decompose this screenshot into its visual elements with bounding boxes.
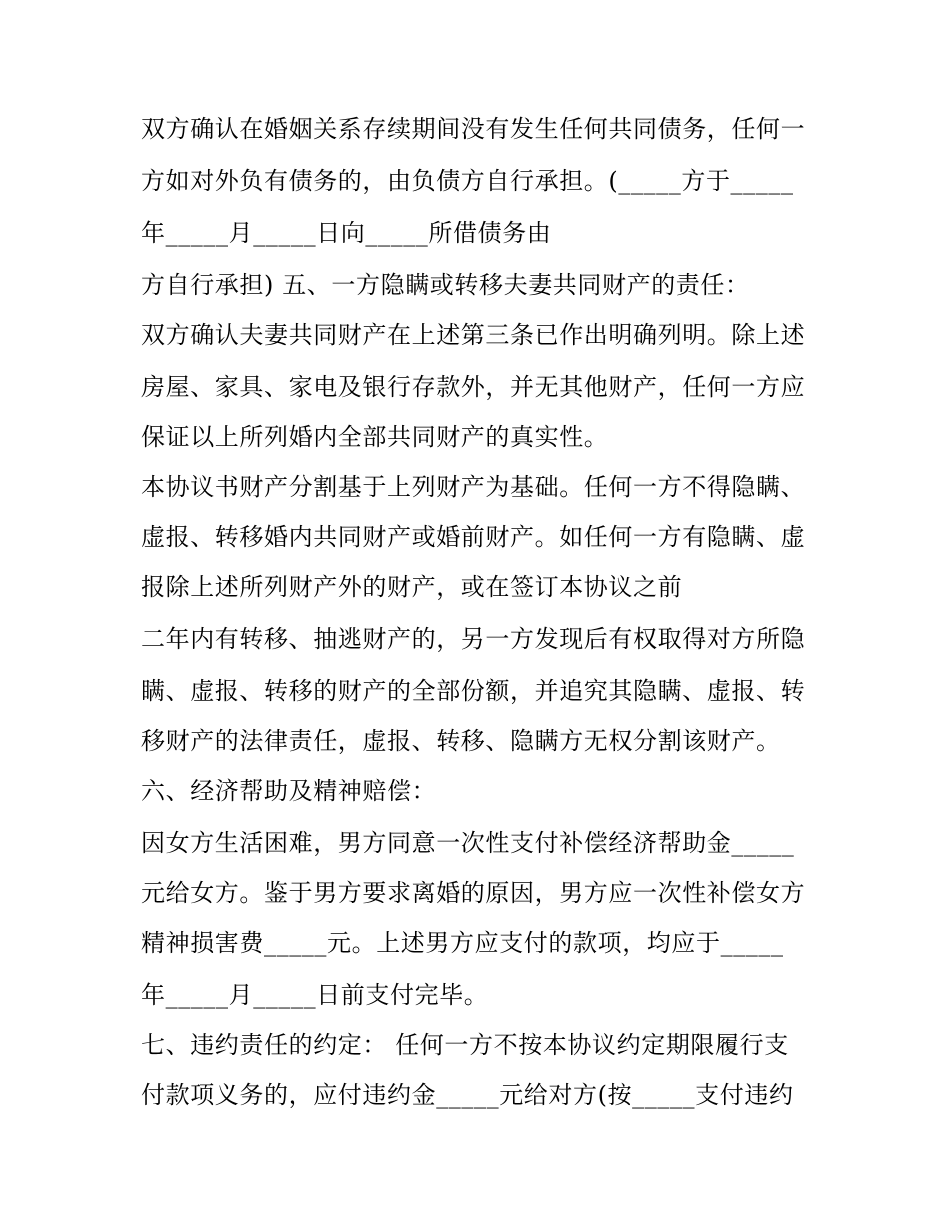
- text-line: 二年内有转移、抽逃财产的，另一方发现后有权取得对方所隐: [141, 625, 806, 653]
- text-line: 年_____月_____日向_____所借债务由: [141, 219, 552, 247]
- text-line: 因女方生活困难，男方同意一次性支付补偿经济帮助金_____: [141, 829, 795, 857]
- text-line: 移财产的法律责任，虚报、转移、隐瞒方无权分割该财产。: [141, 727, 781, 755]
- text-line: 瞒、虚报、转移的财产的全部份额，并追究其隐瞒、虚报、转: [141, 677, 806, 705]
- text-line: 双方确认夫妻共同财产在上述第三条已作出明确列明。除上述: [141, 321, 806, 349]
- text-line: 方自行承担) 五、一方隐瞒或转移夫妻共同财产的责任：: [141, 271, 750, 299]
- text-line: 精神损害费_____元。上述男方应支付的款项，均应于_____: [141, 929, 784, 957]
- text-line: 房屋、家具、家电及银行存款外，并无其他财产，任何一方应: [141, 373, 806, 401]
- text-line: 年_____月_____日前支付完毕。: [141, 981, 489, 1009]
- text-line: 元给女方。鉴于男方要求离婚的原因，男方应一次性补偿女方: [141, 879, 806, 907]
- text-line: 报除上述所列财产外的财产，或在签订本协议之前: [141, 573, 683, 601]
- text-line: 虚报、转移婚内共同财产或婚前财产。如任何一方有隐瞒、虚: [141, 523, 806, 551]
- text-line: 六、经济帮助及精神赔偿：: [141, 777, 437, 805]
- text-line: 本协议书财产分割基于上列财产为基础。任何一方不得隐瞒、: [141, 473, 806, 501]
- text-line: 方如对外负有债务的，由负债方自行承担。(_____方于_____: [141, 167, 794, 195]
- text-line: 七、违约责任的约定： 任何一方不按本协议约定期限履行支: [141, 1031, 789, 1059]
- text-line: 双方确认在婚姻关系存续期间没有发生任何共同债务，任何一: [141, 115, 806, 143]
- text-line: 保证以上所列婚内全部共同财产的真实性。: [141, 423, 609, 451]
- text-line: 付款项义务的，应付违约金_____元给对方(按_____支付违约: [141, 1081, 794, 1109]
